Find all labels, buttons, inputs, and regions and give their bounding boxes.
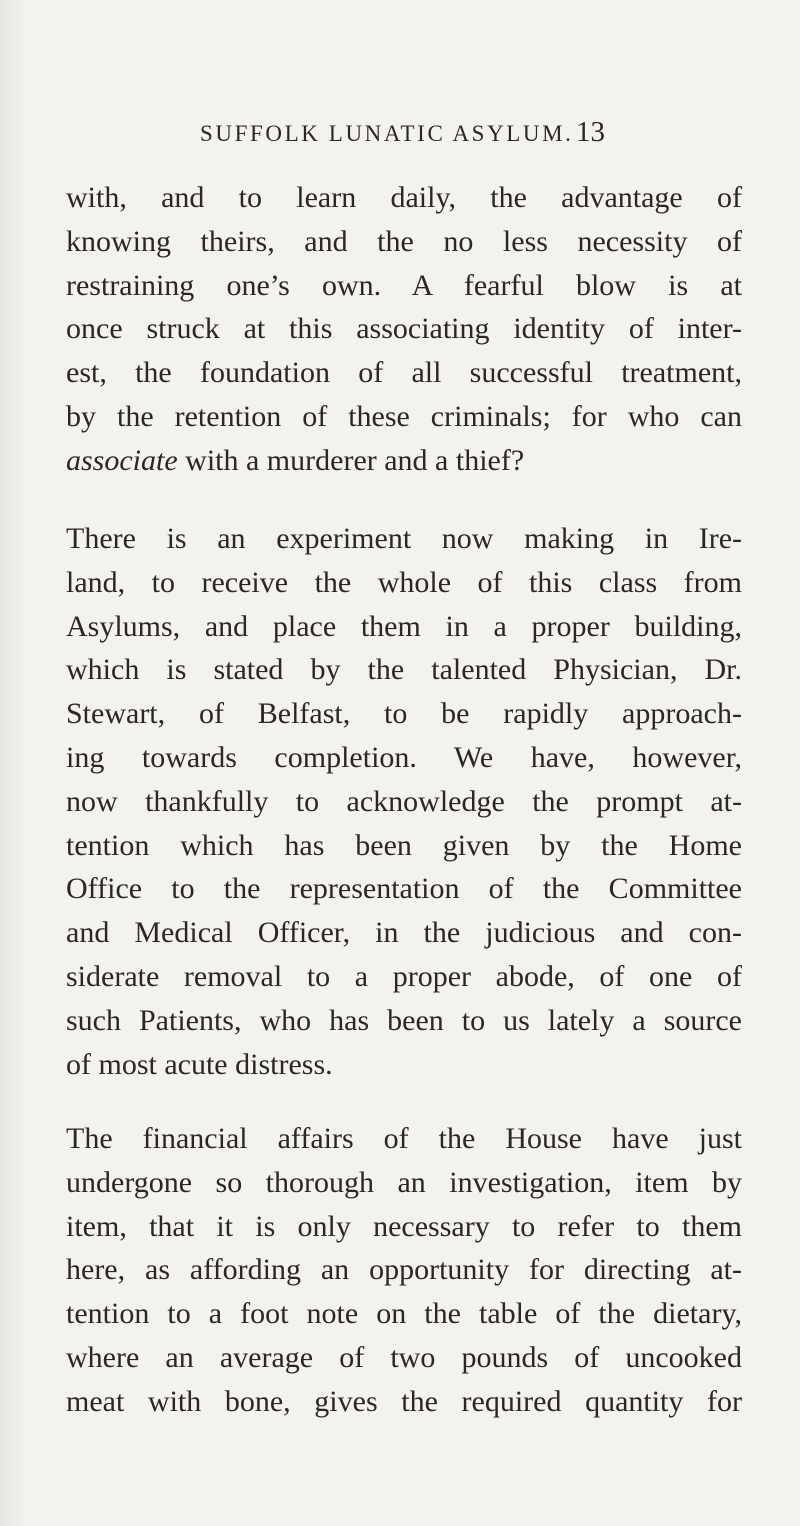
text-line-last: of most acute distress. (66, 1047, 333, 1081)
paragraph-1 (66, 176, 742, 483)
page-number: 13 (576, 116, 605, 148)
text-line: The financial affairs of the House have just (66, 1122, 742, 1155)
text-line: There is an experiment now making in Ire- (66, 522, 742, 555)
text-line: with, and to learn daily, the advantage of (66, 181, 742, 214)
text-line: here, as affording an opportunity for directing at- (66, 1253, 742, 1287)
text-line: such Patients, who has been to us lately a source (66, 1003, 742, 1037)
text-line: once struck at this associating identity of inter- (66, 312, 742, 346)
text-line: by the retention of these criminals; for who can (66, 399, 742, 433)
text-line: tention which has been given by the Home (66, 828, 742, 862)
text-line: meat with bone, gives the required quantity for (66, 1384, 742, 1418)
text-line: which is stated by the talented Physician, Dr. (66, 653, 742, 687)
text-line: knowing theirs, and the no less necessity of (66, 224, 742, 258)
text-line-last (66, 439, 742, 483)
paragraph-2 (66, 517, 742, 1086)
running-head (200, 116, 605, 156)
running-title: SUFFOLK LUNATIC ASYLUM. (200, 121, 574, 146)
text-line: siderate removal to a proper abode, of one of (66, 959, 742, 993)
text-line: Stewart, of Belfast, to be rapidly approach- (66, 697, 742, 731)
text-line: item, that it is only necessary to refer to them (66, 1209, 742, 1243)
text-line: and Medical Officer, in the judicious and con- (66, 916, 742, 950)
text-line: Office to the representation of the Committee (66, 872, 742, 906)
text-line: now thankfully to acknowledge the prompt at- (66, 784, 742, 818)
text-line: tention to a foot note on the table of the dietary, (66, 1297, 742, 1331)
paragraph-3 (66, 1117, 742, 1424)
text-line: restraining one’s own. A fearful blow is at (66, 268, 742, 302)
text-line: land, to receive the whole of this class from (66, 565, 742, 599)
text-line: est, the foundation of all successful treatment, (66, 356, 742, 390)
text-line: undergone so thorough an investigation, item by (66, 1165, 742, 1199)
text-line-rest: with a murderer and a thief? (177, 443, 525, 477)
italic-word: associate (66, 443, 178, 477)
text-line: where an average of two pounds of uncooked (66, 1340, 742, 1374)
text-line: ing towards completion. We have, however, (66, 740, 742, 774)
text-line: Asylums, and place them in a proper building, (66, 609, 742, 643)
